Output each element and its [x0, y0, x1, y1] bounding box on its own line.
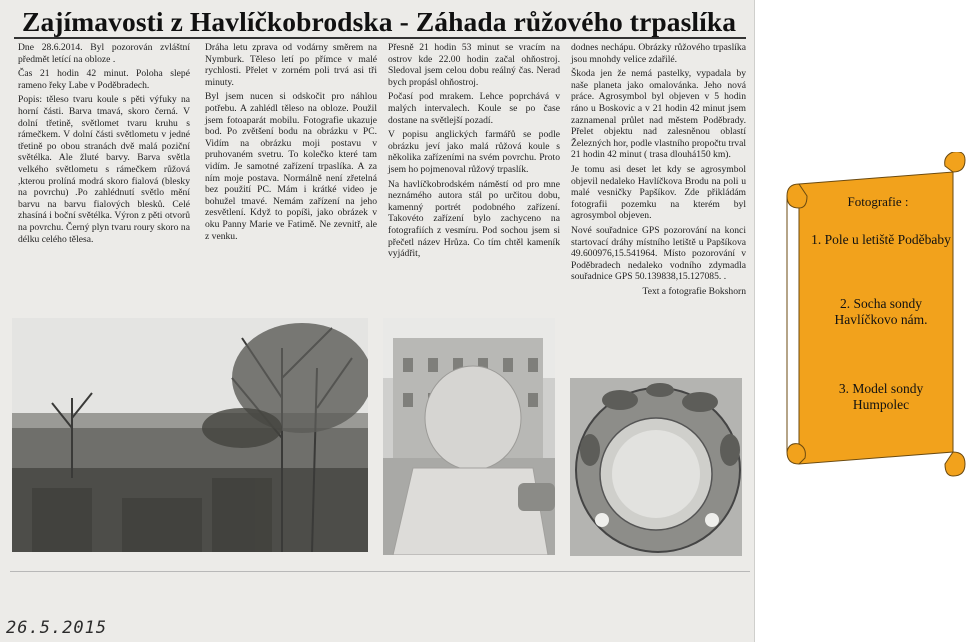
paragraph: Dne 28.6.2014. Byl pozorován zvláštní předmět letící na obloze . [18, 42, 190, 65]
legend-item-2: 2. Socha sondy Havlíčkovo nám. [834, 296, 928, 327]
paragraph: Byl jsem nucen si odskočit pro náhlou potřebu. A zahlédl těleso na obloze. Použil jsem fotoaparát mobilu. Fotografie ukazuje bod. Po zvětšení bodu na obrázku v PC. Vidím na obrázku moji postavu v pruhovaném svetru. To kolečko které tam vidím. Je samotné zařízení trpaslíka. A za ním moje postava. Normálně není zřetelná bez použití PC. Mám i krátké video je bohužel tmavé. Nemám zařízení na jeho zesvětlení. Když to popíši, jako obrázek v oku Panny Marie ve Fatimě. Ne zevnitř, ale z venku. [205, 91, 377, 242]
paragraph: Škoda jen že nemá pastelky, vypadala by naše planeta jako omalovánka. Jeho nová práce. Agrosymbol byl objeven v 5 hodin ráno u Boskovic a v 21 hodin 42 minut jsem zaznamenal průlet nad městem Poděbrady. Přelet objektu nad zalesněnou oblastí Železných hor, podle vlastního propočtu trval 21 hodin 42 minut ( trasa dlouhá150 km). [571, 68, 746, 161]
article-column-3 [388, 42, 560, 263]
article-column-4 [571, 42, 746, 300]
paragraph: V popisu anglických farmářů se podle obrázku jeví jako malá růžová koule s několika zařízeními na svém povrchu. Proto jsem ho pojmenoval růžový trpaslík. [388, 129, 560, 175]
article-column-2 [205, 42, 377, 245]
paragraph: Na havlíčkobrodském náměstí od pro mne neznámého autora stál po určitou dobu, kamenný portrét podobného zařízení. Takovéto zařízení bylo zachyceno na fotografiích z vesmíru. Pod sochou jsem si přečetl název Hrůza. Co tím chtěl kameník vyjádřit, [388, 178, 560, 260]
legend-item-1: 1. Pole u letiště Poděbaby [811, 232, 951, 247]
statue-photo [383, 318, 555, 555]
headline-rule [14, 37, 746, 39]
sphere-model-photo [570, 378, 742, 556]
field-photo [12, 318, 368, 552]
paragraph: Přesně 21 hodin 53 minut se vracím na ostrov kde 22.00 hodin začal ohňostroj. Sledoval jsem celou dobu reálný čas. Nerad bych propásl ohňostroj. [388, 42, 560, 88]
article-headline: Zajímavosti z Havlíčkobrodska - Záhada růžového trpaslíka [22, 6, 737, 37]
paragraph: Dráha letu zprava od vodárny směrem na Nymburk. Těleso letí po přímce v malé rychlosti. Přelet v zorném poli trvá asi tři minuty. [205, 42, 377, 88]
article-credit: Text a fotografie Bokshorn [642, 285, 746, 297]
paragraph: Je tomu asi deset let kdy se agrosymbol objevil nedaleko Havlíčkova Brodu na poli u malé vesničky Papšíkov. Zde přikládám fotografii pozemku na kterém byl agrosymbol objeven. [571, 163, 746, 222]
handwritten-date: 26.5.2015 [6, 618, 108, 638]
paragraph: dodnes nechápu. Obrázky růžového trpaslíka jsou mnohdy velice zdařilé. [571, 42, 746, 65]
paragraph: Popis: těleso tvaru koule s pěti výfuky na horní části. Barva tmavá, skoro černá. V dolní třetině, světlomet tvaru kruhu s rámečkem. V dolní části světlometu v jedné třetině po obou stranách dvě malá poziční světélka. Ale žluté barvy. Barva světla velkého světlometu s rámečkem růžová ,kterou prolíná modrá skoro fialová (blesky na povrchu) .Po zahlédnutí světlo mění barvu na barvu fialových blesků. Celé zhasíná i boční světélka. Výron z pěti otvorů na povrchu. Černý plyn tvaru roury skoro na délku celého tělesa. [18, 94, 190, 245]
paragraph: Nové souřadnice GPS pozorování na konci startovací dráhy místního letiště u Papšíkova 49.600976,15.541964. Místo pozorování v Poděbradech nedaleko vodního zdymadla souřadnice GPS 50.139838,15.127085. . [571, 224, 746, 283]
paragraph: Počasí pod mrakem. Lehce poprchává v malých intervalech. Koule se po čase dostane na světlejší pozadí. [388, 91, 560, 126]
page-divider [10, 571, 750, 572]
paragraph: Čas 21 hodin 42 minut. Poloha slepé rameno řeky Labe v Poděbradech. [18, 68, 190, 91]
article-column-1 [18, 42, 190, 248]
legend-title: Fotografie : [847, 194, 909, 209]
photo-legend-scroll [785, 152, 967, 482]
legend-item-3: 3. Model sondy Humpolec [838, 381, 924, 412]
